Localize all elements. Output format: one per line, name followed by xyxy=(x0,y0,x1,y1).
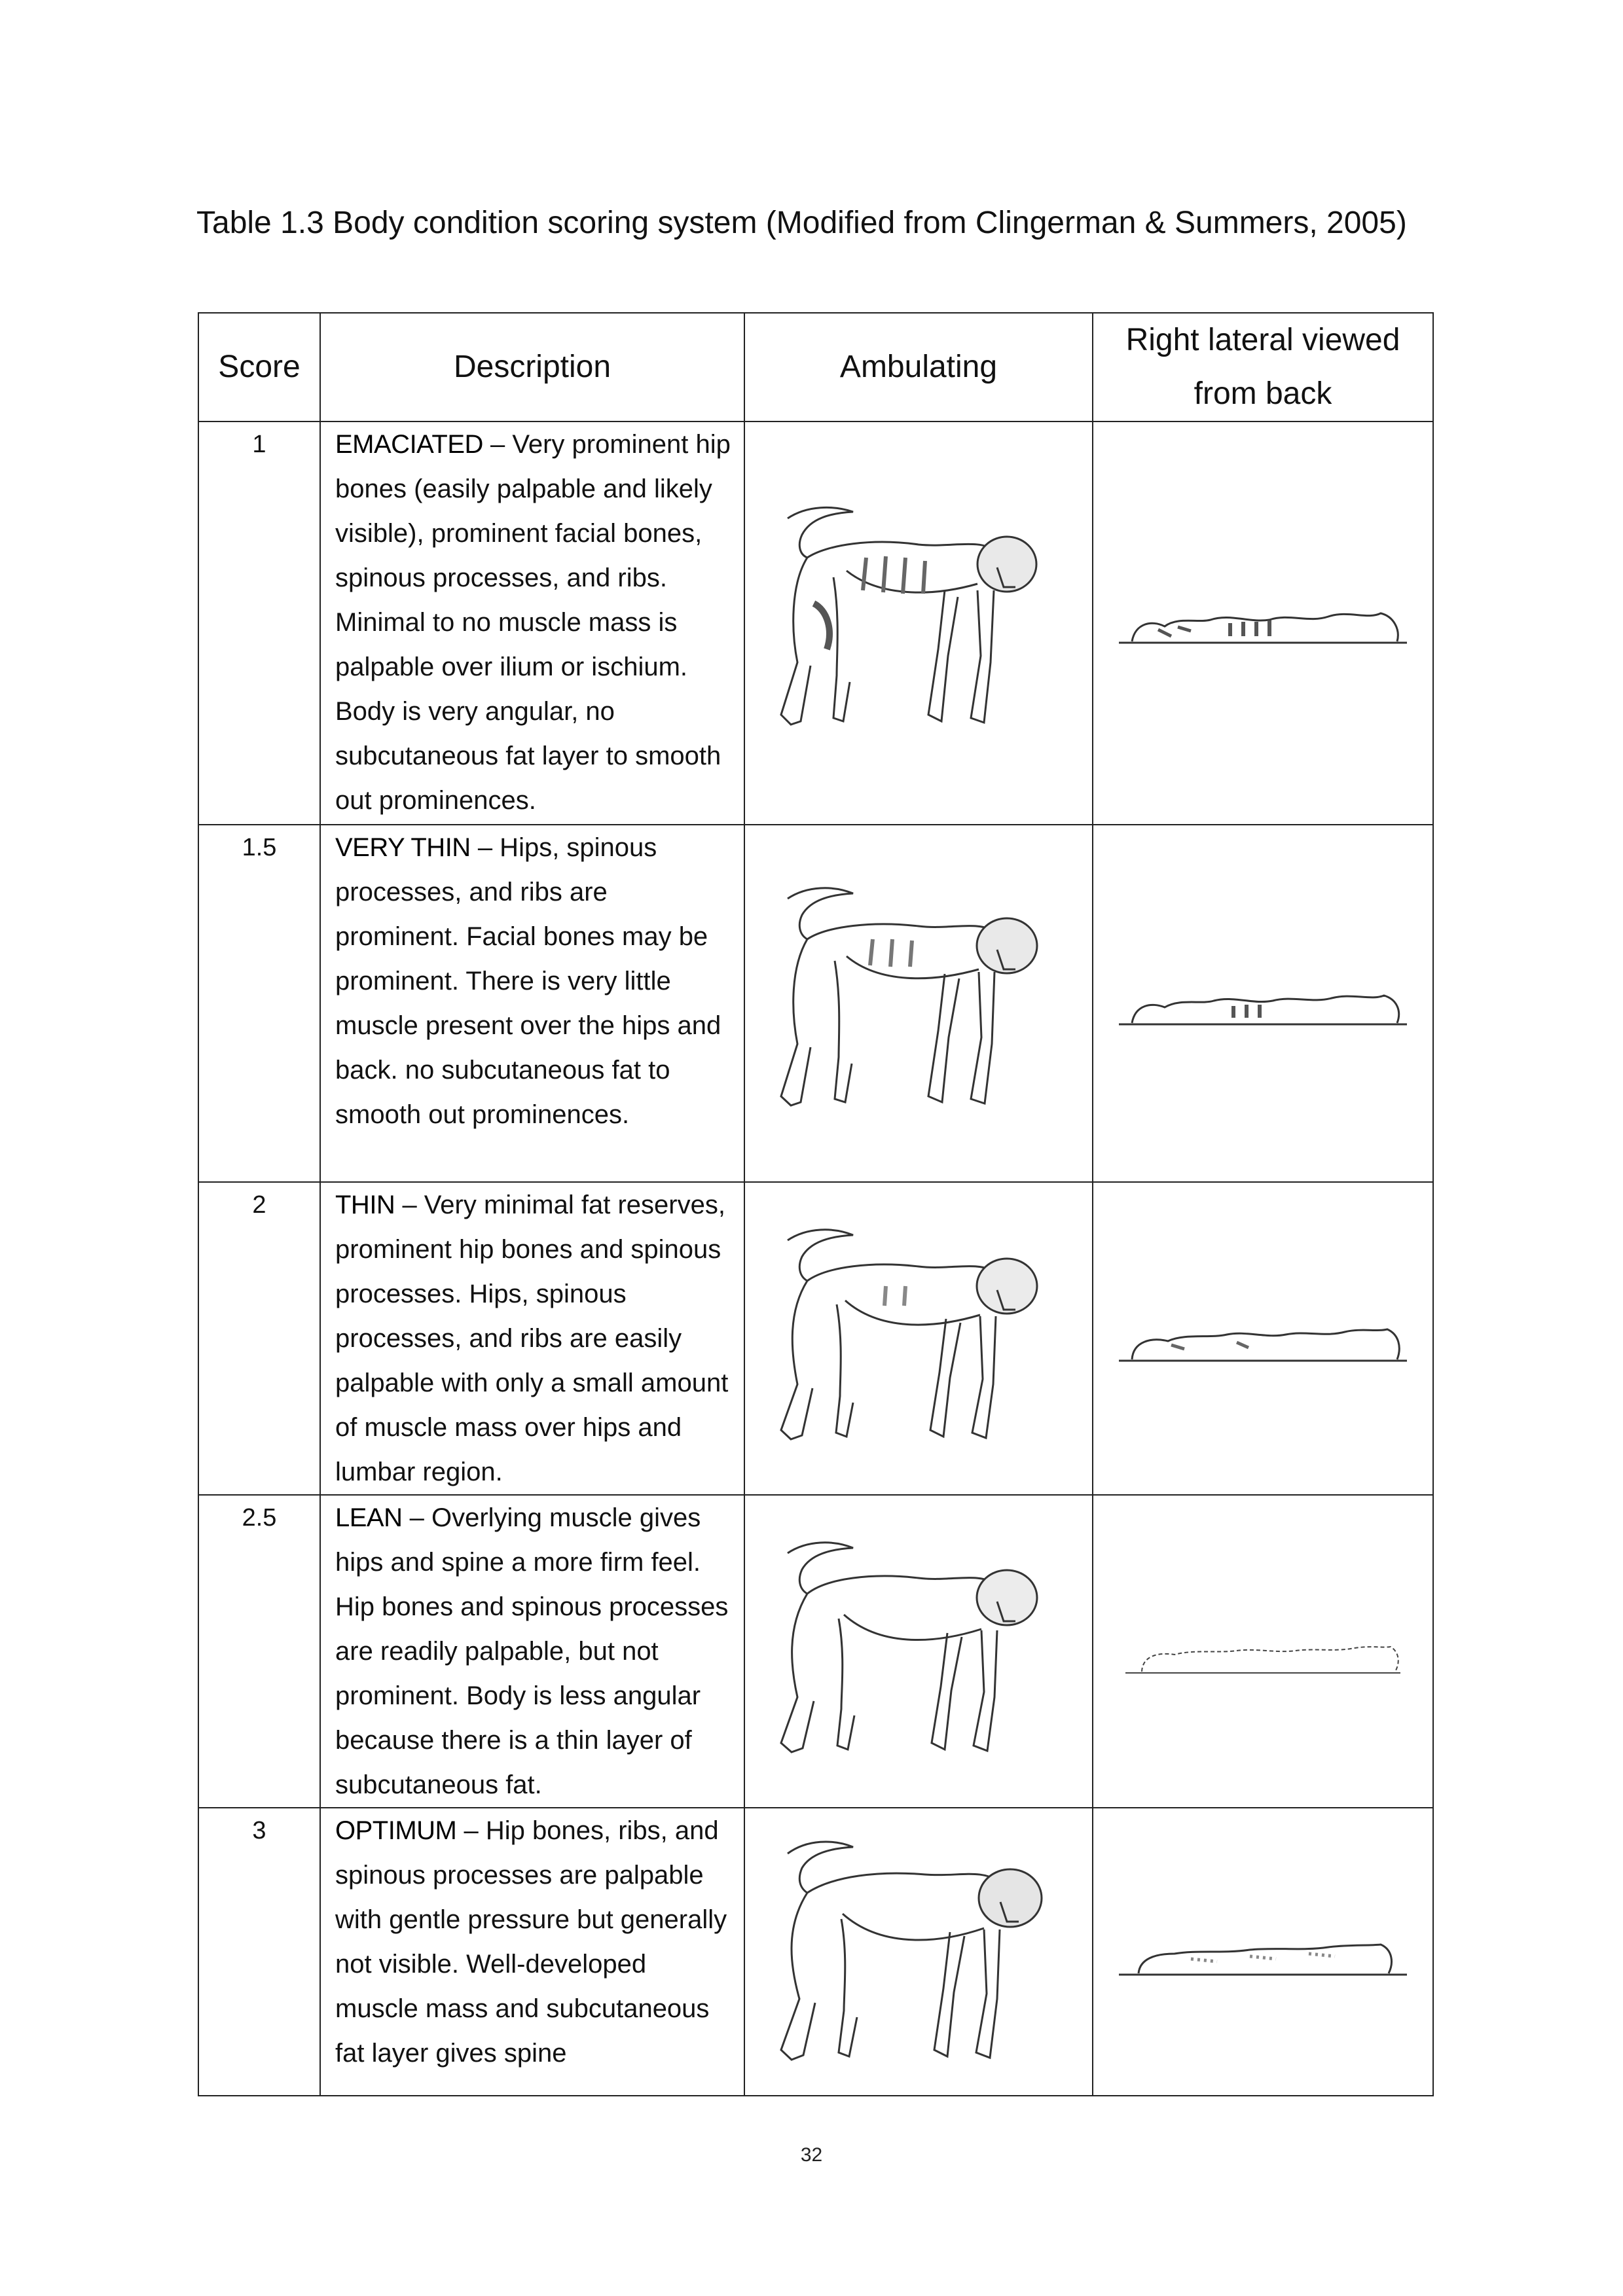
ambulating-cell xyxy=(744,825,1093,1182)
table-row xyxy=(198,825,1433,1182)
description-cell xyxy=(320,1182,744,1495)
header-description: Description xyxy=(320,313,744,422)
rear-view-illustration xyxy=(1125,1615,1400,1687)
rear-view-cell xyxy=(1093,422,1433,825)
score-cell: 2 xyxy=(198,1182,320,1495)
condition-term: LEAN xyxy=(335,1503,403,1532)
body-condition-table xyxy=(198,312,1434,2096)
description-cell xyxy=(320,1495,744,1808)
condition-term: VERY THIN xyxy=(335,833,471,862)
rear-view-cell xyxy=(1093,1182,1433,1495)
table-row xyxy=(198,422,1433,825)
rear-view-illustration xyxy=(1119,584,1407,662)
ambulating-monkey-illustration xyxy=(761,1221,1076,1456)
condition-term: OPTIMUM xyxy=(335,1816,457,1845)
condition-description: – Very prominent hip bones (easily palpable and likely visible), prominent facial bones, spinous processes, and ribs. Minimal to no muscle mass is palpable over ilium or ischium. Body is very angular, no subcutaneous fat layer to smooth out prominences. xyxy=(335,430,731,815)
table-row xyxy=(198,1808,1433,2096)
score-cell: 1.5 xyxy=(198,825,320,1182)
condition-description: – Hips, spinous processes, and ribs are prominent. Facial bones may be prominent. There is very little muscle present over the hips and back. no subcutaneous fat to smooth out prominences. xyxy=(335,833,721,1129)
ambulating-cell xyxy=(744,1808,1093,2096)
table-row xyxy=(198,1182,1433,1495)
condition-description: – Hip bones, ribs, and spinous processes are palpable with gentle pressure but generally not visible. Well-developed muscle mass and subcutaneous fat layer gives spine xyxy=(335,1816,727,2068)
ambulating-monkey-illustration xyxy=(761,879,1076,1128)
score-cell: 1 xyxy=(198,422,320,825)
ambulating-cell xyxy=(744,422,1093,825)
description-cell xyxy=(320,825,744,1182)
rear-view-illustration xyxy=(1119,1916,1407,1988)
table-header-row xyxy=(198,313,1433,422)
description-cell xyxy=(320,422,744,825)
condition-term: EMACIATED xyxy=(335,430,483,459)
ambulating-cell xyxy=(744,1182,1093,1495)
ambulating-monkey-illustration xyxy=(761,1827,1076,2076)
ambulating-cell xyxy=(744,1495,1093,1808)
ambulating-monkey-illustration xyxy=(761,1534,1076,1769)
rear-view-cell xyxy=(1093,1808,1433,2096)
rear-view-cell xyxy=(1093,825,1433,1182)
header-right-lateral: Right lateral viewed from back xyxy=(1093,313,1433,422)
rear-view-illustration xyxy=(1119,1299,1407,1378)
score-cell: 3 xyxy=(198,1808,320,2096)
table-caption: Table 1.3 Body condition scoring system (Modified from Clingerman & Summers, 2005) xyxy=(196,206,1407,240)
condition-description: – Very minimal fat reserves, prominent hip bones and spinous processes. Hips, spinous processes, and ribs are easily palpable with only a small amount of muscle mass over hips and lumbar region. xyxy=(335,1191,729,1486)
ambulating-monkey-illustration xyxy=(761,499,1076,747)
condition-description: – Overlying muscle gives hips and spine a more firm feel. Hip bones and spinous processes are readily palpable, but not prominent. Body is less angular because there is a thin layer of subcutaneous fat. xyxy=(335,1503,729,1799)
score-cell: 2.5 xyxy=(198,1495,320,1808)
description-cell xyxy=(320,1808,744,2096)
page-number: 32 xyxy=(800,2144,823,2166)
rear-view-illustration xyxy=(1119,964,1407,1043)
table-row xyxy=(198,1495,1433,1808)
header-score: Score xyxy=(198,313,320,422)
header-ambulating: Ambulating xyxy=(744,313,1093,422)
rear-view-cell xyxy=(1093,1495,1433,1808)
condition-term: THIN xyxy=(335,1191,395,1219)
